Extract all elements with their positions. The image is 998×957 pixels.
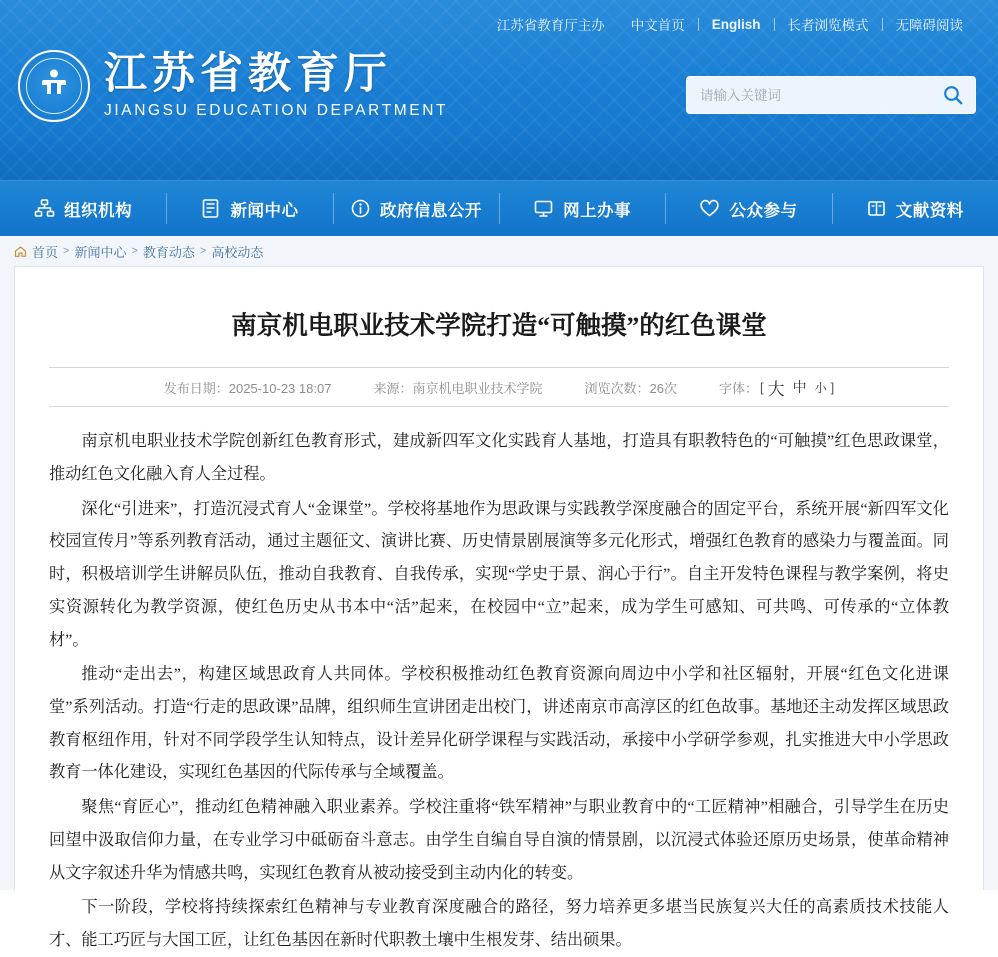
document-icon bbox=[866, 198, 887, 219]
breadcrumb-separator-3: > bbox=[199, 245, 207, 257]
article-body bbox=[49, 407, 949, 957]
font-size-large-button[interactable]: 大 bbox=[767, 379, 785, 399]
font-size-medium-button[interactable]: 中 bbox=[792, 379, 807, 396]
meta-publish-date bbox=[164, 378, 332, 397]
site-logo[interactable] bbox=[18, 50, 448, 122]
article-paragraph: 下一阶段，学校将持续探索红色精神与专业教育深度融合的路径，努力培养更多堪当民族复兴大任的高素质技术技能人才、能工巧匠与大国工匠，让红色基因在新时代职教土壤中生根发芽、结出硕果。 bbox=[49, 898, 949, 950]
jiangsu-education-emblem-icon bbox=[18, 50, 90, 122]
meta-source bbox=[373, 378, 542, 397]
article-title: 南京机电职业技术学院打造“可触摸”的红色课堂 bbox=[231, 311, 767, 340]
site-title-en: JIANGSU EDUCATION DEPARTMENT bbox=[104, 102, 449, 120]
article-paragraph: 南京机电职业技术学院创新红色教育形式，建成新四军文化实践育人基地，打造具有职教特色的“可触摸”红色思政课堂，推动红色文化融入育人全过程。 bbox=[49, 432, 949, 483]
top-link-accessibility[interactable]: 无障碍阅读 bbox=[895, 18, 963, 33]
online-service-icon bbox=[533, 198, 554, 219]
font-size-small-button[interactable]: 小 bbox=[814, 380, 827, 395]
article-paragraph: 聚焦“育匠心”，推动红色精神融入职业素养。学校注重将“铁军精神”与职业教育中的“工匠精神”相融合，引导学生在历史回望中汲取信仰力量，在专业学习中砥砺奋斗意志。由学生自编自导自演的情景剧，以沉浸式体验还原历史场景，使革命精神从文字叙述升华为情感共鸣，实现红色教育从被动接受到主动内化的转变。 bbox=[49, 798, 949, 882]
meta-views-label: 浏览次数： bbox=[584, 380, 650, 396]
top-link-english[interactable]: English bbox=[711, 16, 761, 32]
breadcrumb bbox=[0, 236, 998, 266]
article-paragraph: 深化“引进来”，打造沉浸式育人“金课堂”。学校将基地作为思政课与实践教学深度融合的固定平台，系统开展“新四军文化校园宣传月”等系列教育活动，通过主题征文、演讲比赛、历史情景剧展演等多元化形式，增强红色教育的感染力与覆盖面。同时，积极培训学生讲解员队伍，推动自我教育、自我传承，实现“学史于景、润心于行”。自主开发特色课程与教学案例，将史实资源转化为教学资源，使红色历史从书本中“活”起来，在校园中“立”起来，成为学生可感知、可共鸣、可传承的“立体教材”。 bbox=[49, 499, 949, 649]
org-structure-icon bbox=[34, 198, 55, 219]
search-icon[interactable] bbox=[930, 76, 976, 114]
site-logo-text bbox=[104, 52, 448, 120]
nav-label-documents: 文献资料 bbox=[895, 201, 964, 220]
nav-label-org-structure: 组织机构 bbox=[64, 201, 133, 220]
site-title-cn: 江苏省教育厅 bbox=[104, 50, 392, 98]
main-nav bbox=[0, 180, 998, 236]
breadcrumb-item-university-news[interactable]: 高校动态 bbox=[211, 244, 264, 260]
nav-item-news[interactable] bbox=[166, 181, 332, 236]
home-icon bbox=[14, 245, 27, 258]
nav-item-info-disclosure[interactable] bbox=[333, 181, 499, 236]
nav-label-online-service: 网上办事 bbox=[563, 201, 632, 220]
nav-label-info-disclosure: 政府信息公开 bbox=[379, 201, 482, 220]
top-link-sponsor[interactable]: 江苏省教育厅主办 bbox=[496, 18, 605, 33]
nav-item-online-service[interactable] bbox=[499, 181, 665, 236]
article-paragraph: 推动“走出去”，构建区域思政育人共同体。学校积极推动红色教育资源向周边中小学和社区辐射，开展“红色文化进课堂”系列活动。打造“行走的思政课”品牌，组织师生宣讲团走出校门，讲述南京市高淳区的红色故事。基地还主动发挥区域思政教育枢纽作用，针对不同学段学生认知特点，设计差异化研学课程与实践活动，承接中小学研学参观，扎实推进大中小学思政教育一体化建设，实现红色基因的代际传承与全域覆盖。 bbox=[49, 665, 949, 782]
search-box[interactable] bbox=[686, 76, 976, 114]
breadcrumb-item-news[interactable]: 新闻中心 bbox=[74, 244, 127, 260]
top-link-elder-mode[interactable]: 长者浏览模式 bbox=[787, 18, 869, 33]
top-link-chinese-home[interactable]: 中文首页 bbox=[630, 18, 685, 33]
search-input[interactable] bbox=[686, 88, 930, 103]
heart-icon bbox=[699, 198, 720, 219]
breadcrumb-item-home[interactable]: 首页 bbox=[32, 244, 59, 260]
nav-item-documents[interactable] bbox=[832, 181, 998, 236]
breadcrumb-item-education-news[interactable]: 教育动态 bbox=[142, 244, 195, 260]
article-card bbox=[14, 266, 984, 950]
nav-label-news: 新闻中心 bbox=[230, 201, 299, 220]
breadcrumb-separator-1: > bbox=[63, 245, 70, 257]
font-size-control bbox=[719, 375, 834, 400]
site-header bbox=[0, 0, 998, 180]
meta-views-value: 26次 bbox=[649, 380, 677, 396]
breadcrumb-separator-2: > bbox=[131, 245, 138, 257]
meta-publish-date-value: 2025-10-23 18:07 bbox=[228, 380, 332, 396]
top-links bbox=[484, 14, 976, 34]
font-size-bracket-right: ] bbox=[830, 379, 835, 395]
nav-item-org-structure[interactable] bbox=[0, 181, 166, 236]
meta-source-value: 南京机电职业技术学院 bbox=[412, 380, 543, 396]
emblem-glyph bbox=[20, 66, 88, 106]
font-size-bracket-left: [ bbox=[759, 379, 764, 395]
meta-publish-date-label: 发布日期： bbox=[163, 380, 229, 396]
nav-item-public-participation[interactable] bbox=[665, 181, 831, 236]
info-disclosure-icon bbox=[350, 198, 371, 219]
article-meta bbox=[49, 367, 949, 407]
nav-label-public-participation: 公众参与 bbox=[729, 201, 798, 220]
meta-source-label: 来源： bbox=[373, 380, 413, 396]
meta-views bbox=[584, 378, 676, 397]
news-icon bbox=[200, 198, 221, 219]
font-size-label: 字体： bbox=[718, 380, 758, 396]
